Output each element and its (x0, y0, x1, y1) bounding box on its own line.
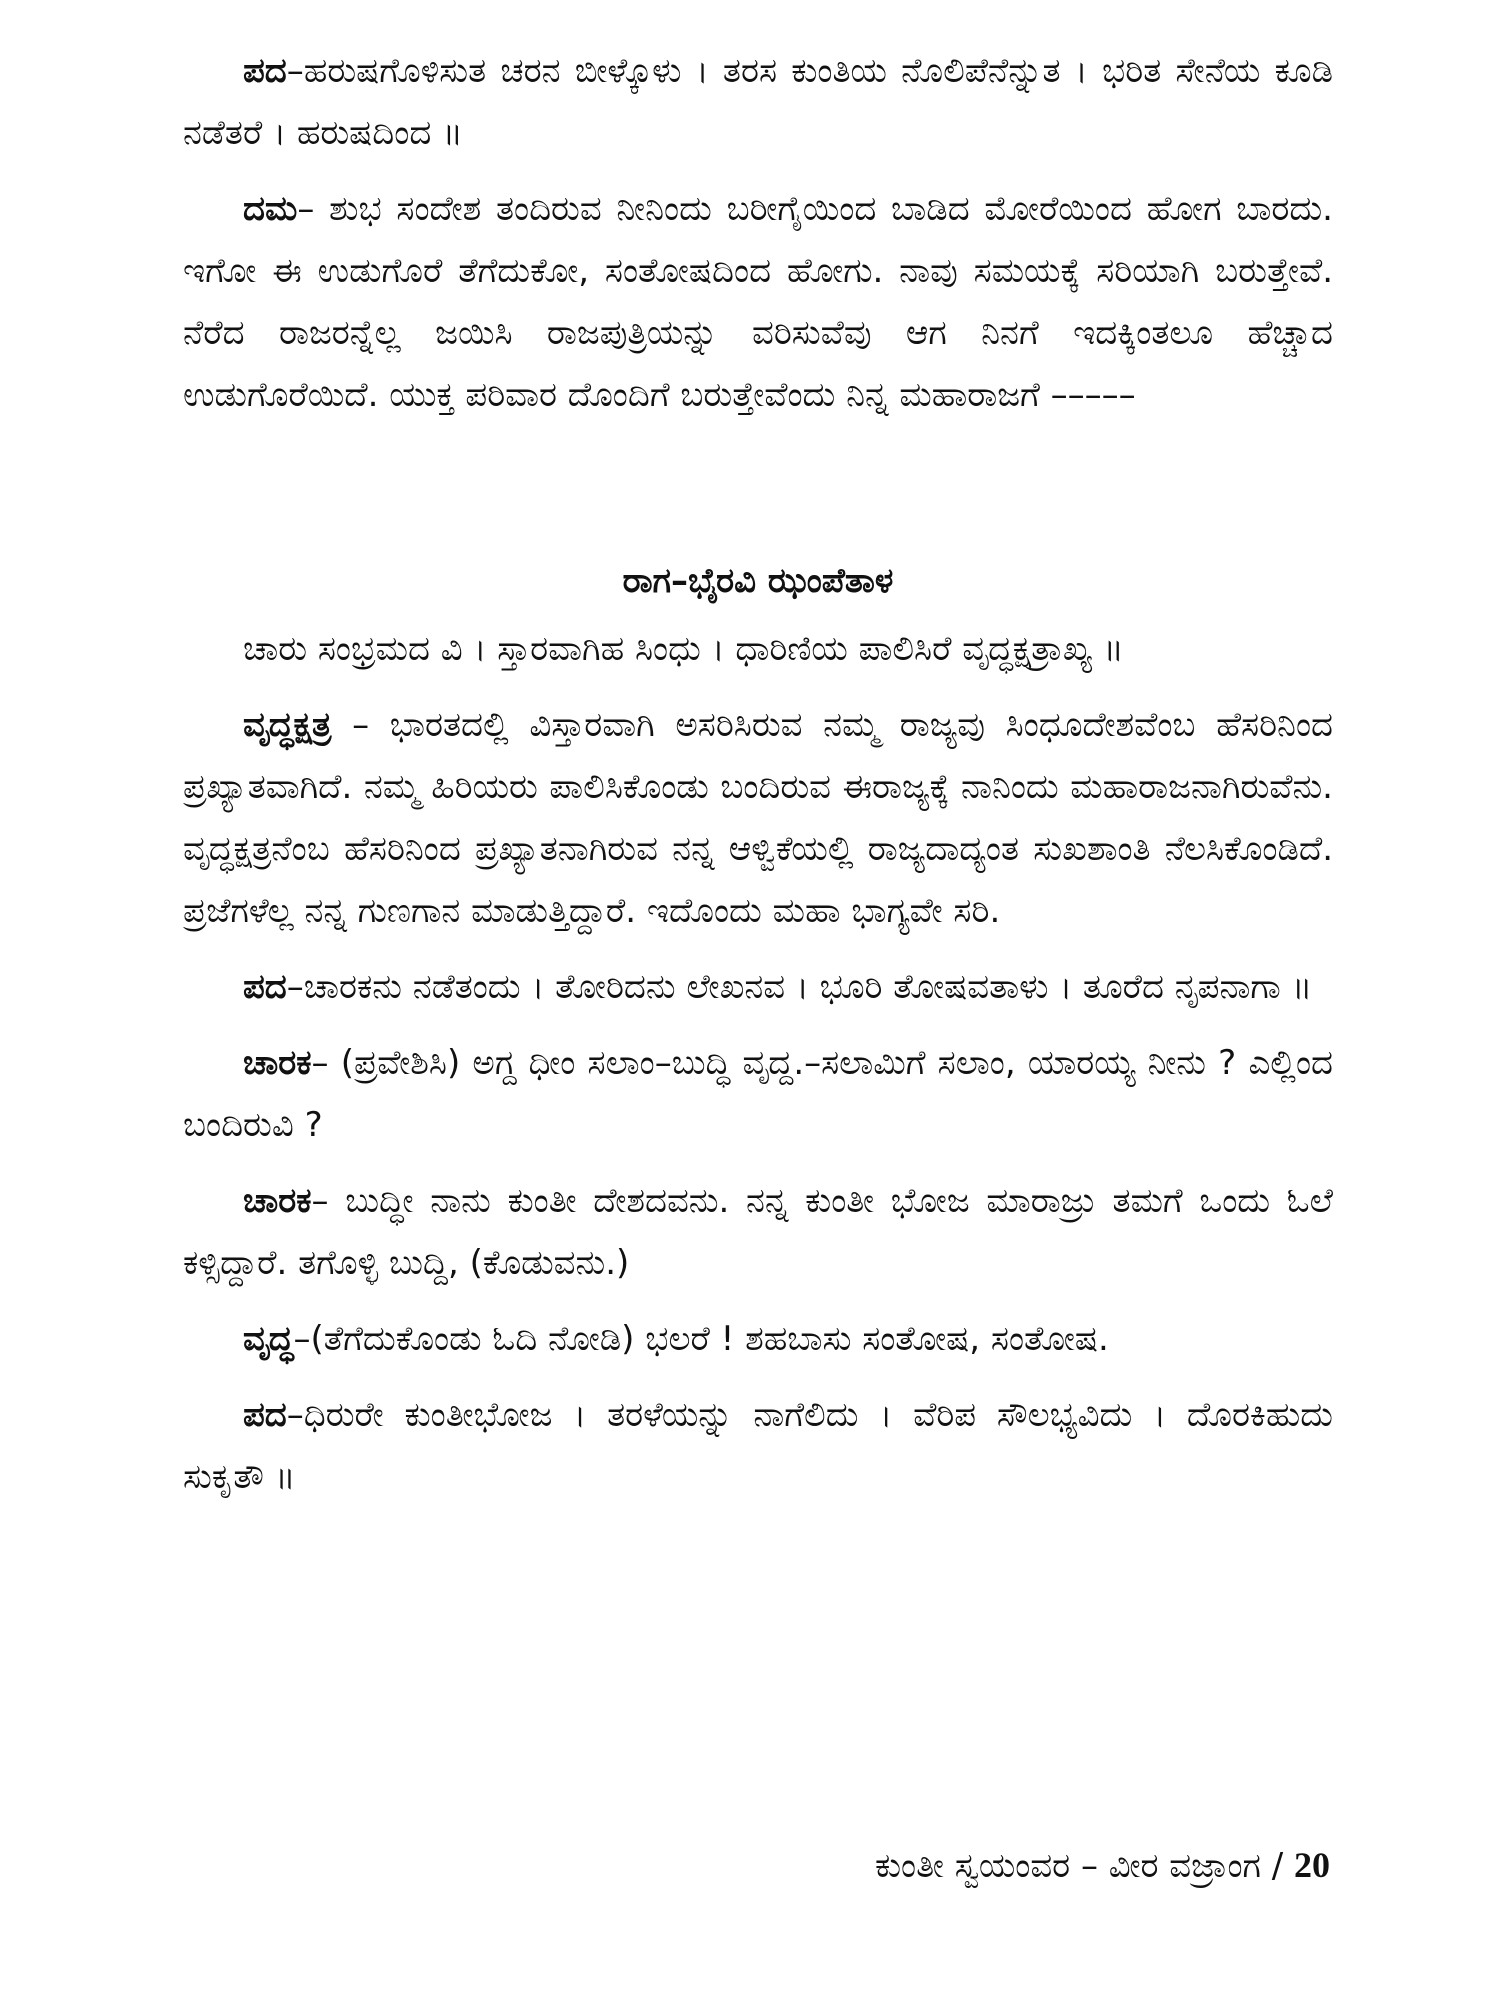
paragraph (183, 694, 1333, 942)
speaker-label: ಚಾರಕ (243, 1043, 312, 1083)
paragraph (183, 956, 1333, 1018)
paragraph-text: – ಬುದ್ಧೀ ನಾನು ಕುಂತೀ ದೇಶದವನು. ನನ್ನ ಕುಂತೀ ಭೋಜ ಮಾರಾಜ್ರು ತಮಗೆ ಒಂದು ಓಲೆ ಕಳ್ಸಿದ್ದಾರೆ. ತಗೊಳ್ಳಿ ಬುದ್ದಿ, (ಕೊಡುವನು.) (183, 1181, 1333, 1283)
paragraph (183, 618, 1333, 680)
speaker-label: ಪದ (243, 51, 287, 91)
page-number: 20 (1294, 1845, 1330, 1885)
paragraph-text: – (ಪ್ರವೇಶಿಸಿ) ಅಗ್ದ ಧೀಂ ಸಲಾಂ–ಬುದ್ಧಿ ವೃದ್ದ.–ಸಲಾಮಿಗೆ ಸಲಾಂ, ಯಾರಯ್ಯ ನೀನು ? ಎಲ್ಲಿಂದ ಬಂದಿರುವಿ ? (183, 1043, 1333, 1145)
paragraph-text: ಚಾರು ಸಂಭ್ರಮದ ವಿ । ಸ್ತಾರವಾಗಿಹ ಸಿಂಧು । ಧಾರಿಣಿಯ ಪಾಲಿಸಿರೆ ವೃದ್ಧಕ್ಷತ್ರಾಖ್ಯ ॥ (243, 629, 1124, 669)
speaker-label: ಚಾರಕ (243, 1181, 312, 1221)
speaker-label: ಪದ (243, 967, 287, 1007)
paragraph-text: –ಧಿರುರೇ ಕುಂತೀಭೋಜ । ತರಳೆಯನ್ನು ನಾಗೆಲಿದು । ವೆರಿಪ ಸೌಲಭ್ಯವಿದು । ದೊರಕಿಹುದು ಸುಕೃತೌ ॥ (183, 1395, 1333, 1497)
paragraph-text: – ಶುಭ ಸಂದೇಶ ತಂದಿರುವ ನೀನಿಂದು ಬರೀಗೈಯಿಂದ ಬಾಡಿದ ಮೋರೆಯಿಂದ ಹೋಗ ಬಾರದು. ಇಗೋ ಈ ಉಡುಗೊರೆ ತೆಗೆದುಕೋ, ಸಂತೋಷದಿಂದ ಹೋಗು. ನಾವು ಸಮಯಕ್ಕೆ ಸರಿಯಾಗಿ ಬರುತ್ತೇವೆ. ನೆರೆದ ರಾಜರನ್ನೆಲ್ಲ ಜಯಿಸಿ ರಾಜಪುತ್ರಿಯನ್ನು ವರಿಸುವೆವು ಆಗ ನಿನಗೆ ಇದಕ್ಕಿಂತಲೂ ಹೆಚ್ಚಾದ ಉಡುಗೊರೆಯಿದೆ. ಯುಕ್ತ ಪರಿವಾರ ದೊಂದಿಗೆ ಬರುತ್ತೇವೆಂದು ನಿನ್ನ ಮಹಾರಾಜಗೆ ––––– (183, 189, 1333, 415)
footer-title: ಕುಂತೀ ಸ್ವಯಂವರ – ವೀರ ವಜ್ರಾಂಗ / (874, 1846, 1284, 1886)
paragraph (183, 1308, 1333, 1370)
paragraph (183, 1032, 1333, 1156)
speaker-label: ಪದ (243, 1395, 287, 1435)
paragraph (183, 1170, 1333, 1294)
speaker-label: ವೃದ್ಧಕ್ಷತ್ರ (243, 705, 332, 745)
body-text (183, 40, 1333, 1522)
paragraph-text: – ಭಾರತದಲ್ಲಿ ವಿಸ್ತಾರವಾಗಿ ಅಸರಿಸಿರುವ ನಮ್ಮ ರಾಜ್ಯವು ಸಿಂಧೂದೇಶವೆಂಬ ಹೆಸರಿನಿಂದ ಪ್ರಖ್ಯಾತವಾಗಿದೆ. ನಮ್ಮ ಹಿರಿಯರು ಪಾಲಿಸಿಕೊಂಡು ಬಂದಿರುವ ಈರಾಜ್ಯಕ್ಕೆ ನಾನಿಂದು ಮಹಾರಾಜನಾಗಿರುವೆನು. ವೃದ್ಧಕ್ಷತ್ರನೆಂಬ ಹೆಸರಿನಿಂದ ಪ್ರಖ್ಯಾತನಾಗಿರುವ ನನ್ನ ಆಳ್ವಿಕೆಯಲ್ಲಿ ರಾಜ್ಯದಾದ್ಯಂತ ಸುಖಶಾಂತಿ ನೆಲಸಿಕೊಂಡಿದೆ. ಪ್ರಜೆಗಳೆಲ್ಲ ನನ್ನ ಗುಣಗಾನ ಮಾಡುತ್ತಿದ್ದಾರೆ. ಇದೊಂದು ಮಹಾ ಭಾಗ್ಯವೇ ಸರಿ. (183, 705, 1333, 931)
paragraph (183, 1384, 1333, 1508)
paragraph-text: –ಹರುಷಗೊಳಿಸುತ ಚರನ ಬೀಳ್ಕೊಳು । ತರಸ ಕುಂತಿಯ ನೊಲಿಪೆನೆನ್ನುತ । ಭರಿತ ಸೇನೆಯ ಕೂಡಿ ನಡೆತರೆ । ಹರುಷದಿಂದ ॥ (183, 51, 1333, 153)
paragraph-text: –(ತೆಗೆದುಕೊಂಡು ಓದಿ ನೋಡಿ) ಭಲರೆ ! ಶಹಬಾಸು ಸಂತೋಷ, ಸಂತೋಷ. (293, 1319, 1109, 1359)
page-footer (875, 1840, 1330, 1891)
speaker-label: ವೃದ್ಧ (243, 1319, 294, 1359)
section-heading: ರಾಗ–ಭೈರವಿ ಝಂಪೆತಾಳ (622, 561, 894, 601)
speaker-label: ದಮ (243, 189, 298, 229)
section-gap (183, 440, 1333, 550)
paragraph (183, 178, 1333, 426)
paragraph (183, 40, 1333, 164)
paragraph-text: –ಚಾರಕನು ನಡೆತಂದು । ತೋರಿದನು ಲೇಖನವ । ಭೂರಿ ತೋಷವತಾಳು । ತೂರೆದ ನೃಪನಾಗಾ ॥ (286, 967, 1313, 1007)
